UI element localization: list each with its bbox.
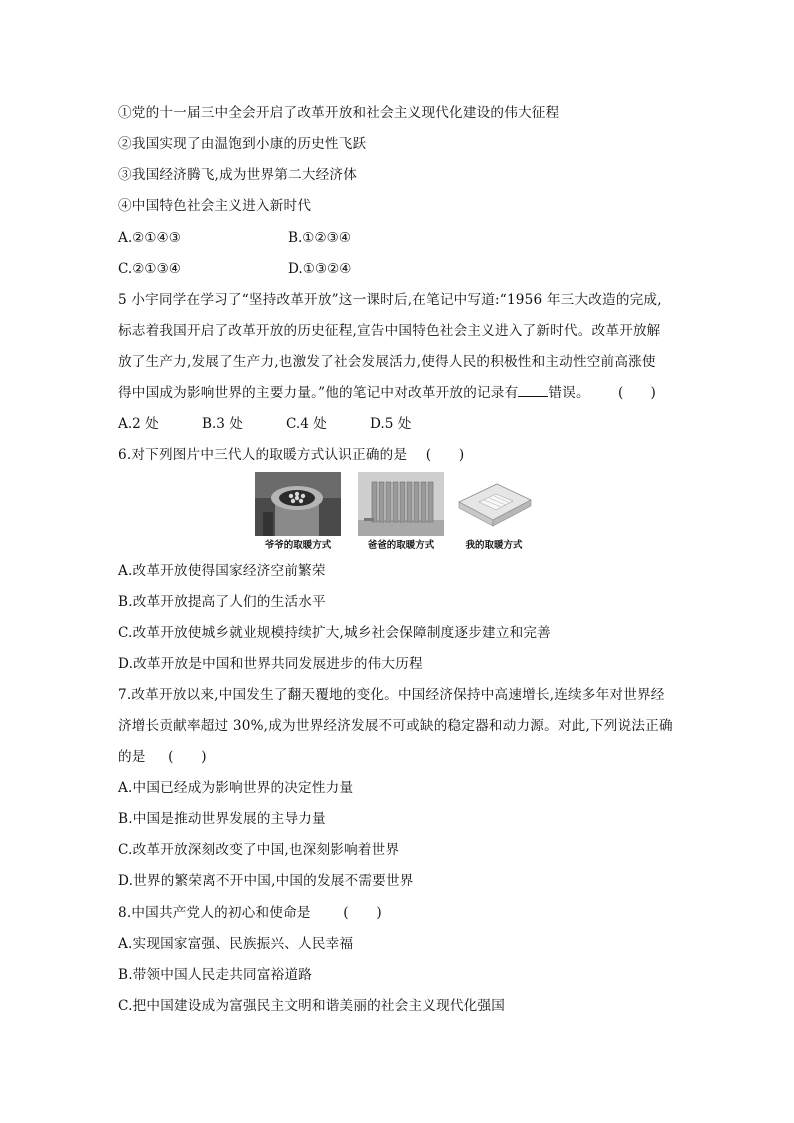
q7-option-d: D.世界的繁荣离不开中国,中国的发展不需要世界 — [118, 873, 414, 889]
answer-blank — [518, 384, 548, 397]
q5-option-b: B.3 处 — [202, 416, 243, 432]
q8-stem — [118, 904, 382, 922]
q8-option-c: C.把中国建设成为富强民主文明和谐美丽的社会主义现代化强国 — [118, 998, 506, 1014]
q4-item-1: ①党的十一届三中全会开启了改革开放和社会主义现代化建设的伟大征程 — [118, 105, 560, 121]
q5-line-4 — [118, 384, 590, 402]
q7-line-2: 济增长贡献率超过 30%,成为世界经济发展不可或缺的稳定器和动力源。对此,下列说法正确 — [118, 718, 673, 734]
q5-paren: ( ) — [618, 385, 656, 401]
q7-paren: ( ) — [168, 749, 207, 765]
q8-option-a: A.实现国家富强、民族振兴、人民幸福 — [118, 936, 354, 952]
q4-item-4: ④中国特色社会主义进入新时代 — [118, 198, 312, 214]
q7-line-3-text: 的是 — [118, 749, 146, 765]
air-conditioner-photo — [451, 472, 537, 536]
q5-tail: 错误。 — [548, 385, 590, 401]
q5-line-2: 标志着我国开启了改革开放的历史征程,宣告中国特色社会主义进入了新时代。改革开放解 — [118, 323, 661, 339]
q5-option-d: D.5 处 — [370, 416, 412, 432]
q5-option-c: C.4 处 — [286, 416, 327, 432]
q8-stem-text: 8.中国共产党人的初心和使命是 — [118, 905, 311, 921]
caption-dad: 爸爸的取暖方式 — [367, 540, 435, 551]
heating-photos — [255, 472, 535, 556]
q7-option-b: B.中国是推动世界发展的主导力量 — [118, 811, 326, 827]
q5-option-a: A.2 处 — [118, 416, 159, 432]
coal-stove-photo — [255, 472, 341, 536]
q7-option-a: A.中国已经成为影响世界的决定性力量 — [118, 780, 354, 796]
q6-stem-text: 6.对下列图片中三代人的取暖方式认识正确的是 — [118, 447, 408, 463]
q7-line-1: 7.改革开放以来,中国发生了翻天覆地的变化。中国经济保持中高速增长,连续多年对世界经 — [118, 687, 665, 703]
q5-line-1: 5 小宇同学在学习了“坚持改革开放”这一课时后,在笔记中写道:“1956 年三大改造的完成, — [118, 292, 662, 308]
q7-line-3 — [118, 748, 207, 766]
q5-line-3: 放了生产力,发展了生产力,也激发了社会发展活力,使得人民的积极性和主动性空前高涨使 — [118, 354, 656, 370]
q4-option-a: A.②①④③ — [118, 230, 181, 246]
q6-option-c: C.改革开放使城乡就业规模持续扩大,城乡社会保障制度逐步建立和完善 — [118, 625, 551, 641]
q8-option-b: B.带领中国人民走共同富裕道路 — [118, 967, 313, 983]
caption-grandpa: 爷爷的取暖方式 — [264, 540, 332, 551]
q4-option-c: C.②①③④ — [118, 261, 181, 277]
q6-paren: ( ) — [425, 447, 465, 463]
q6-option-b: B.改革开放提高了人们的生活水平 — [118, 594, 326, 610]
q5-line-4-text: 得中国成为影响世界的主要力量。”他的笔记中对改革开放的记录有 — [118, 385, 519, 401]
caption-me: 我的取暖方式 — [465, 540, 523, 551]
radiator-photo — [358, 472, 444, 536]
q6-option-d: D.改革开放是中国和世界共同发展进步的伟大历程 — [118, 656, 423, 672]
q8-paren: ( ) — [343, 905, 382, 921]
q4-option-d: D.①③②④ — [288, 261, 352, 277]
q4-item-3: ③我国经济腾飞,成为世界第二大经济体 — [118, 167, 358, 183]
q6-option-a: A.改革开放使得国家经济空前繁荣 — [118, 563, 326, 579]
q7-option-c: C.改革开放深刻改变了中国,也深刻影响着世界 — [118, 842, 400, 858]
q4-option-b: B.①②③④ — [288, 230, 352, 246]
q4-item-2: ②我国实现了由温饱到小康的历史性飞跃 — [118, 136, 367, 152]
q6-stem — [118, 446, 464, 464]
